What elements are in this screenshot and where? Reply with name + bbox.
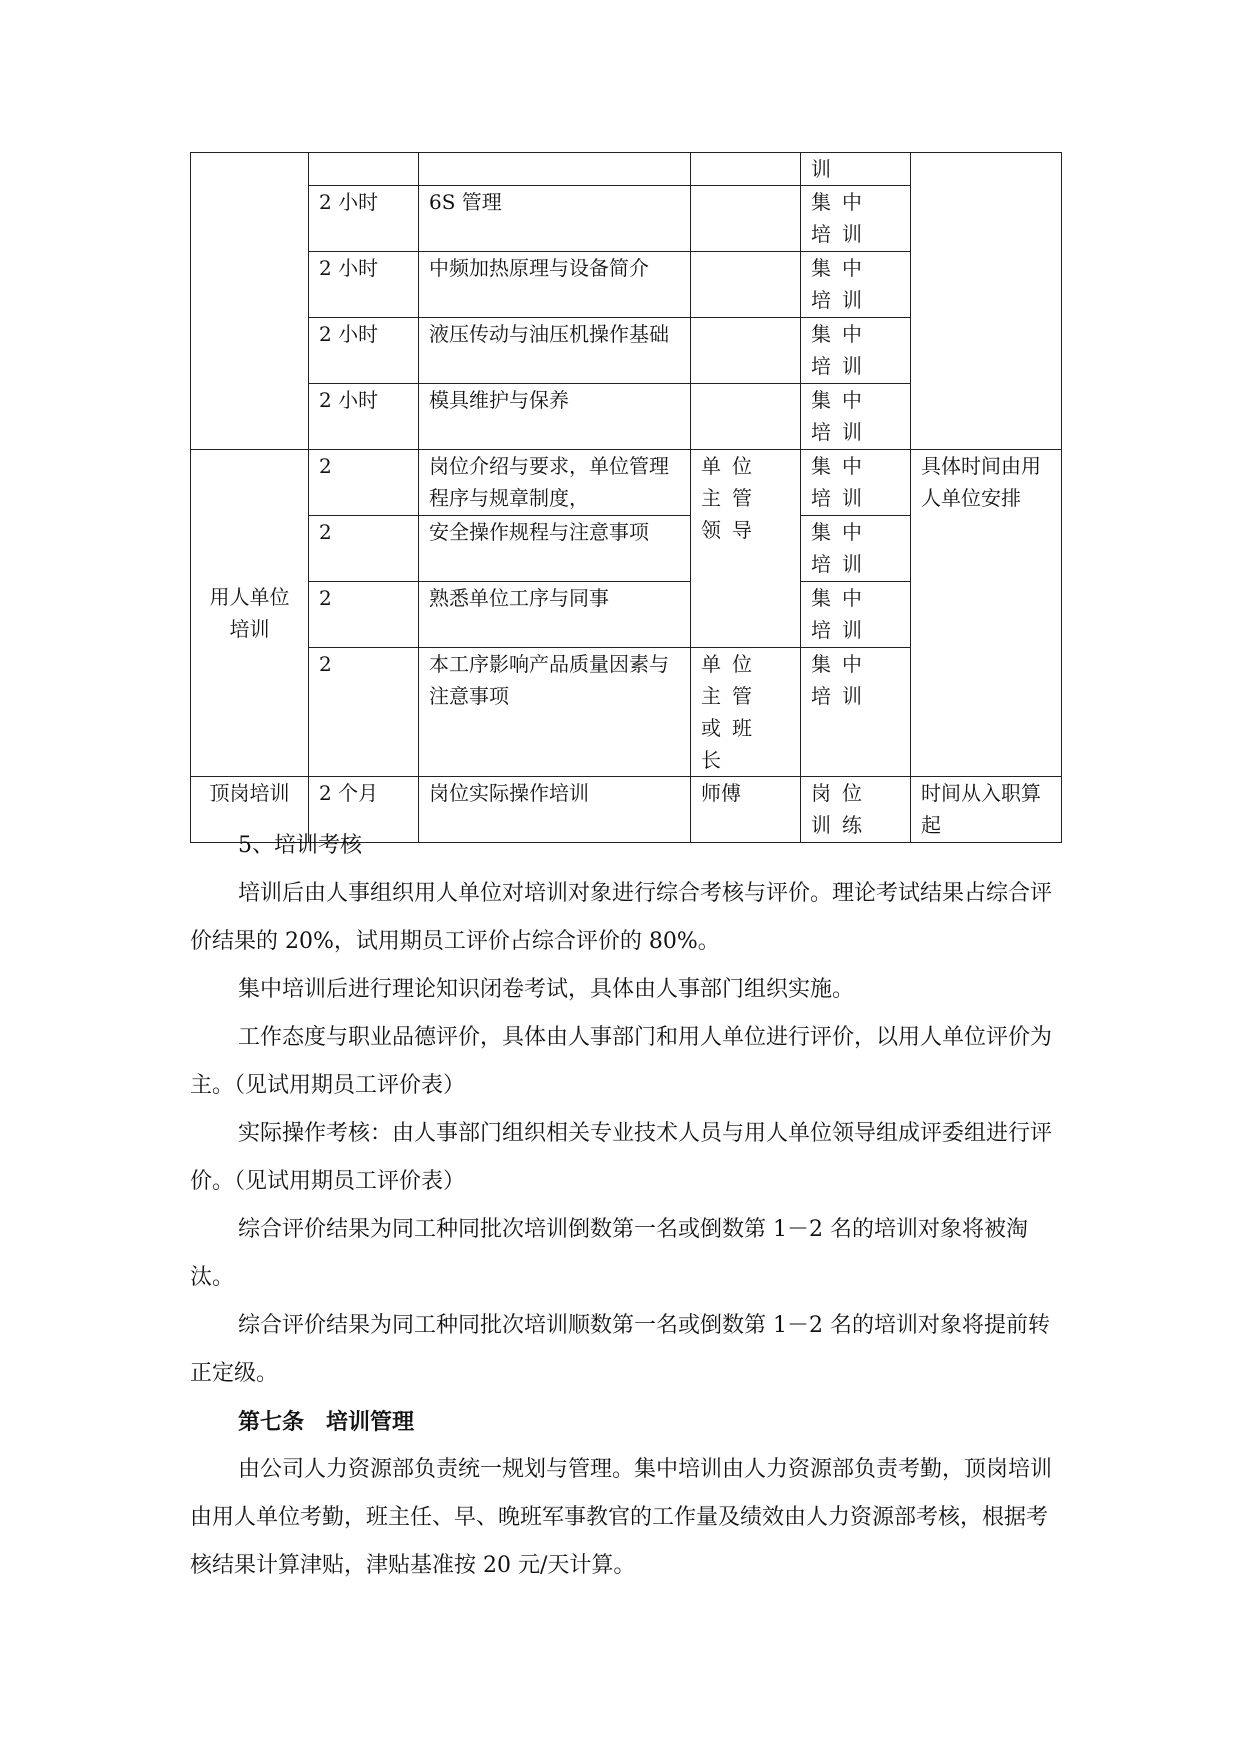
duration-cell: 2 小时 [309,318,419,384]
person-cell: 师傅 [691,777,801,843]
person-cell: 单位主管或班长 [691,648,801,777]
person-cell [691,153,801,186]
method-cell: 集中培训 [801,318,911,384]
method-cell: 集中培训 [801,384,911,450]
paragraph: 由公司人力资源部负责统一规划与管理。集中培训由人力资源部负责考勤，顶岗培训由用人单位考勤，班主任、早、晚班军事教官的工作量及绩效由人力资源部考核，根据考核结果计算津贴，津贴基准按 20 元/天计算。 [190,1457,1053,1578]
person-cell [691,252,801,318]
method-cell: 岗位训练 [801,777,911,843]
paragraph: 实际操作考核：由人事部门组织相关专业技术人员与用人单位领导组成评委组进行评价。（见试用期员工评价表） [190,1121,1053,1194]
paragraph: 综合评价结果为同工种同批次培训倒数第一名或倒数第 1－2 名的培训对象将被淘汰。 [190,1217,1028,1290]
person-cell [691,186,801,252]
duration-cell: 2 个月 [309,777,419,843]
duration-cell: 2 [309,648,419,777]
training-plan-table [190,152,1062,843]
method-cell: 集中培训 [801,252,911,318]
person-cell [691,384,801,450]
content-cell: 中频加热原理与设备简介 [419,252,691,318]
method-cell: 集中培训 [801,582,911,648]
method-cell: 训 [801,153,911,186]
category-cell: 顶岗培训 [191,777,309,843]
category-cell: 用人单位培训 [191,450,309,777]
duration-cell: 2 [309,516,419,582]
content-cell: 本工序影响产品质量因素与注意事项 [419,648,691,777]
duration-cell: 2 小时 [309,186,419,252]
content-cell: 安全操作规程与注意事项 [419,516,691,582]
note-cell: 具体时间由用人单位安排 [911,450,1062,777]
method-cell: 集中培训 [801,450,911,516]
note-cell [911,153,1062,450]
content-cell: 岗位实际操作培训 [419,777,691,843]
duration-cell: 2 小时 [309,384,419,450]
method-cell: 集中培训 [801,186,911,252]
content-cell: 液压传动与油压机操作基础 [419,318,691,384]
table-row [191,153,1062,186]
paragraph: 培训后由人事组织用人单位对培训对象进行综合考核与评价。理论考试结果占综合评价结果的 20%，试用期员工评价占综合评价的 80%。 [190,881,1053,954]
method-cell: 集中培训 [801,516,911,582]
paragraph: 综合评价结果为同工种同批次培训顺数第一名或倒数第 1－2 名的培训对象将提前转正定级。 [190,1313,1050,1386]
person-cell: 单位主管领导 [691,450,801,648]
content-cell: 6S 管理 [419,186,691,252]
table-row [191,450,1062,516]
method-cell: 集中培训 [801,648,911,777]
duration-cell: 2 [309,582,419,648]
content-cell: 熟悉单位工序与同事 [419,582,691,648]
duration-cell [309,153,419,186]
duration-cell: 2 小时 [309,252,419,318]
content-cell: 岗位介绍与要求，单位管理程序与规章制度， [419,450,691,516]
paragraph: 工作态度与职业品德评价，具体由人事部门和用人单位进行评价，以用人单位评价为主。（见试用期员工评价表） [190,1025,1053,1098]
duration-cell: 2 [309,450,419,516]
section-heading: 5、培训考核 [238,833,362,858]
article-heading: 第七条 培训管理 [238,1409,415,1435]
note-cell: 时间从入职算起 [911,777,1062,843]
person-cell [691,318,801,384]
category-cell [191,153,309,450]
content-cell: 模具维护与保养 [419,384,691,450]
content-cell [419,153,691,186]
paragraph: 集中培训后进行理论知识闭卷考试，具体由人事部门组织实施。 [238,977,855,1002]
